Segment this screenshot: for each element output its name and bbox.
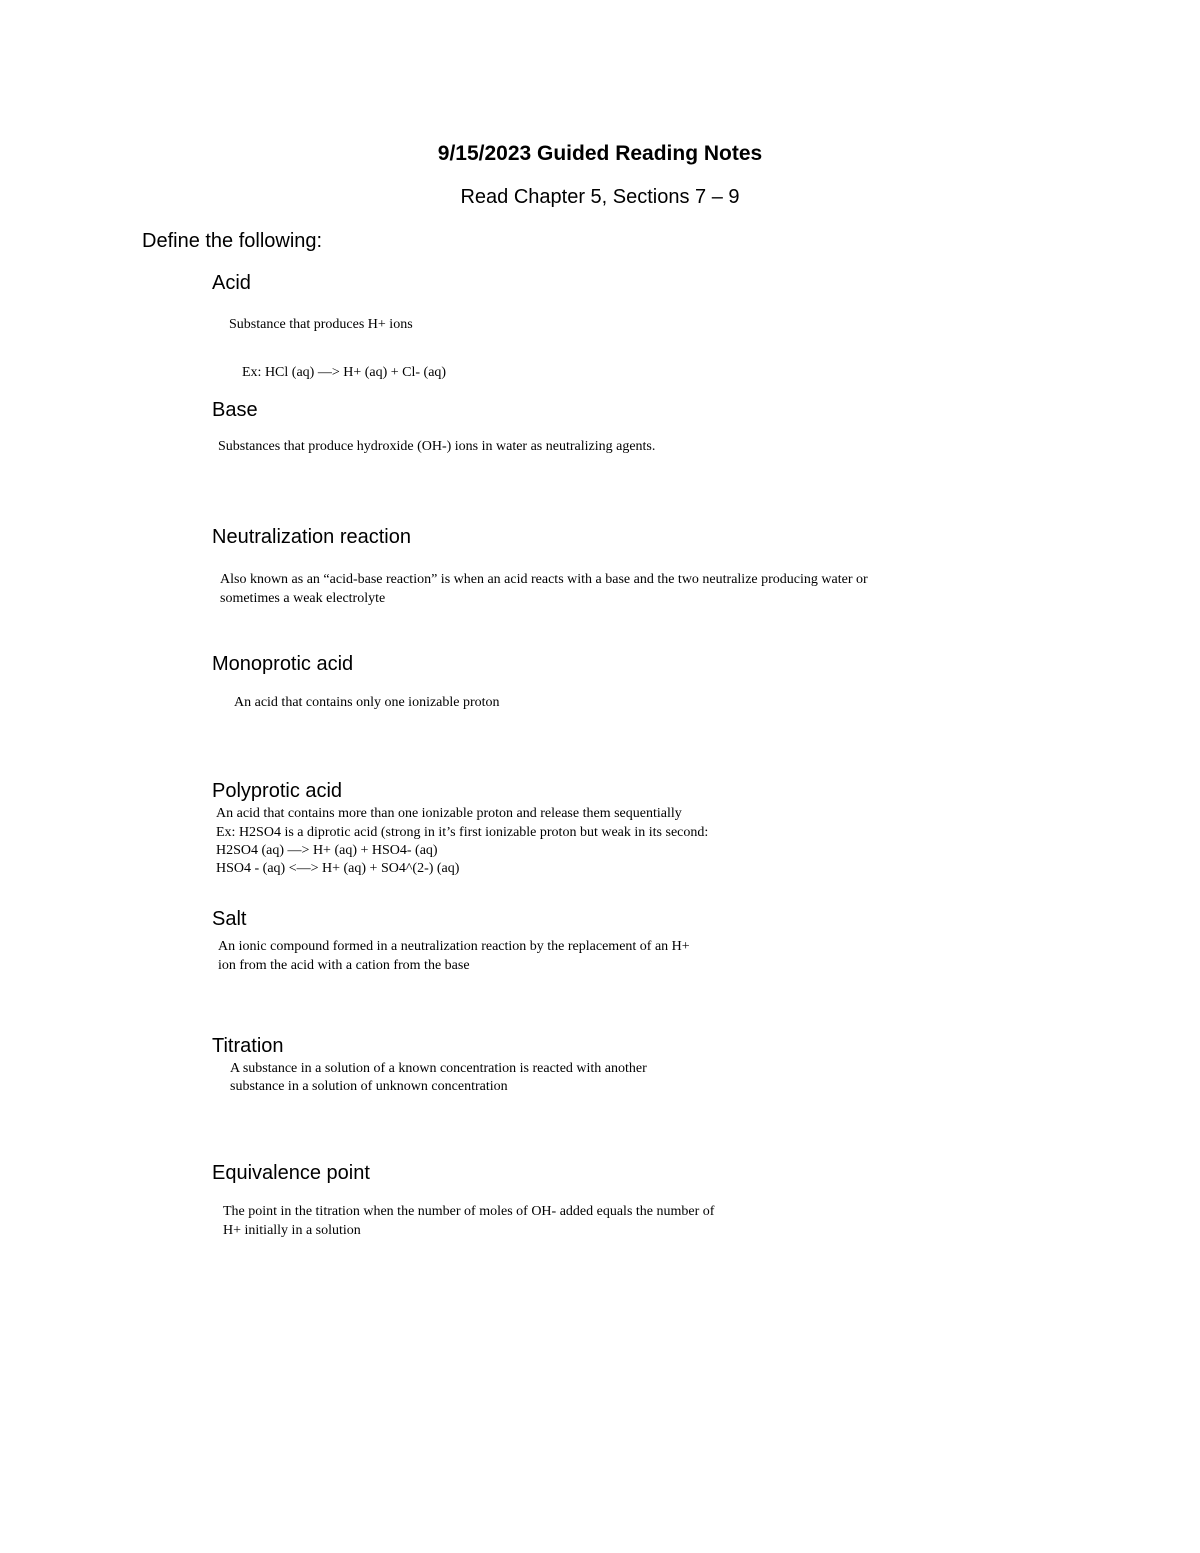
definition-acid-example: Ex: HCl (aq) —> H+ (aq) + Cl- (aq) <box>242 365 447 380</box>
definition-polyprotic-line-4: HSO4 - (aq) <—> H+ (aq) + SO4^(2-) (aq) <box>216 861 460 876</box>
definition-polyprotic-line-1: An acid that contains more than one ionizable proton and release them sequentially <box>216 806 682 821</box>
definition-base-line-1: Substances that produce hydroxide (OH-) ions in water as neutralizing agents. <box>218 439 656 454</box>
definition-neutralization-line-2: sometimes a weak electrolyte <box>220 591 386 606</box>
definition-equivalence-line-2: H+ initially in a solution <box>223 1223 361 1238</box>
definition-neutralization-line-1: Also known as an “acid-base reaction” is when an acid reacts with a base and the two neutralize producing water or <box>220 572 868 587</box>
term-heading-neutralization-reaction: Neutralization reaction <box>212 526 411 548</box>
definition-salt-line-2: ion from the acid with a cation from the base <box>218 958 470 973</box>
page-title: 9/15/2023 Guided Reading Notes <box>437 142 763 165</box>
definition-equivalence-line-1: The point in the titration when the number of moles of OH- added equals the number of <box>223 1204 715 1219</box>
definition-titration-line-2: substance in a solution of unknown concentration <box>230 1079 508 1094</box>
term-heading-polyprotic-acid: Polyprotic acid <box>212 780 343 802</box>
term-heading-monoprotic-acid: Monoprotic acid <box>212 653 354 675</box>
term-heading-acid: Acid <box>212 272 251 294</box>
term-heading-base: Base <box>212 399 258 421</box>
definition-monoprotic-line-1: An acid that contains only one ionizable proton <box>234 695 500 710</box>
instructions-prompt: Define the following: <box>142 230 323 252</box>
definition-acid-line-1: Substance that produces H+ ions <box>229 317 413 332</box>
page-subtitle: Read Chapter 5, Sections 7 – 9 <box>460 186 740 208</box>
definition-polyprotic-line-3: H2SO4 (aq) —> H+ (aq) + HSO4- (aq) <box>216 843 438 858</box>
definition-polyprotic-line-2: Ex: H2SO4 is a diprotic acid (strong in it’s first ionizable proton but weak in its second: <box>216 825 709 840</box>
term-heading-salt: Salt <box>212 908 247 930</box>
term-heading-titration: Titration <box>212 1035 284 1057</box>
definition-titration-line-1: A substance in a solution of a known concentration is reacted with another <box>230 1061 647 1076</box>
term-heading-equivalence-point: Equivalence point <box>212 1162 370 1184</box>
definition-salt-line-1: An ionic compound formed in a neutralization reaction by the replacement of an H+ <box>218 939 690 954</box>
